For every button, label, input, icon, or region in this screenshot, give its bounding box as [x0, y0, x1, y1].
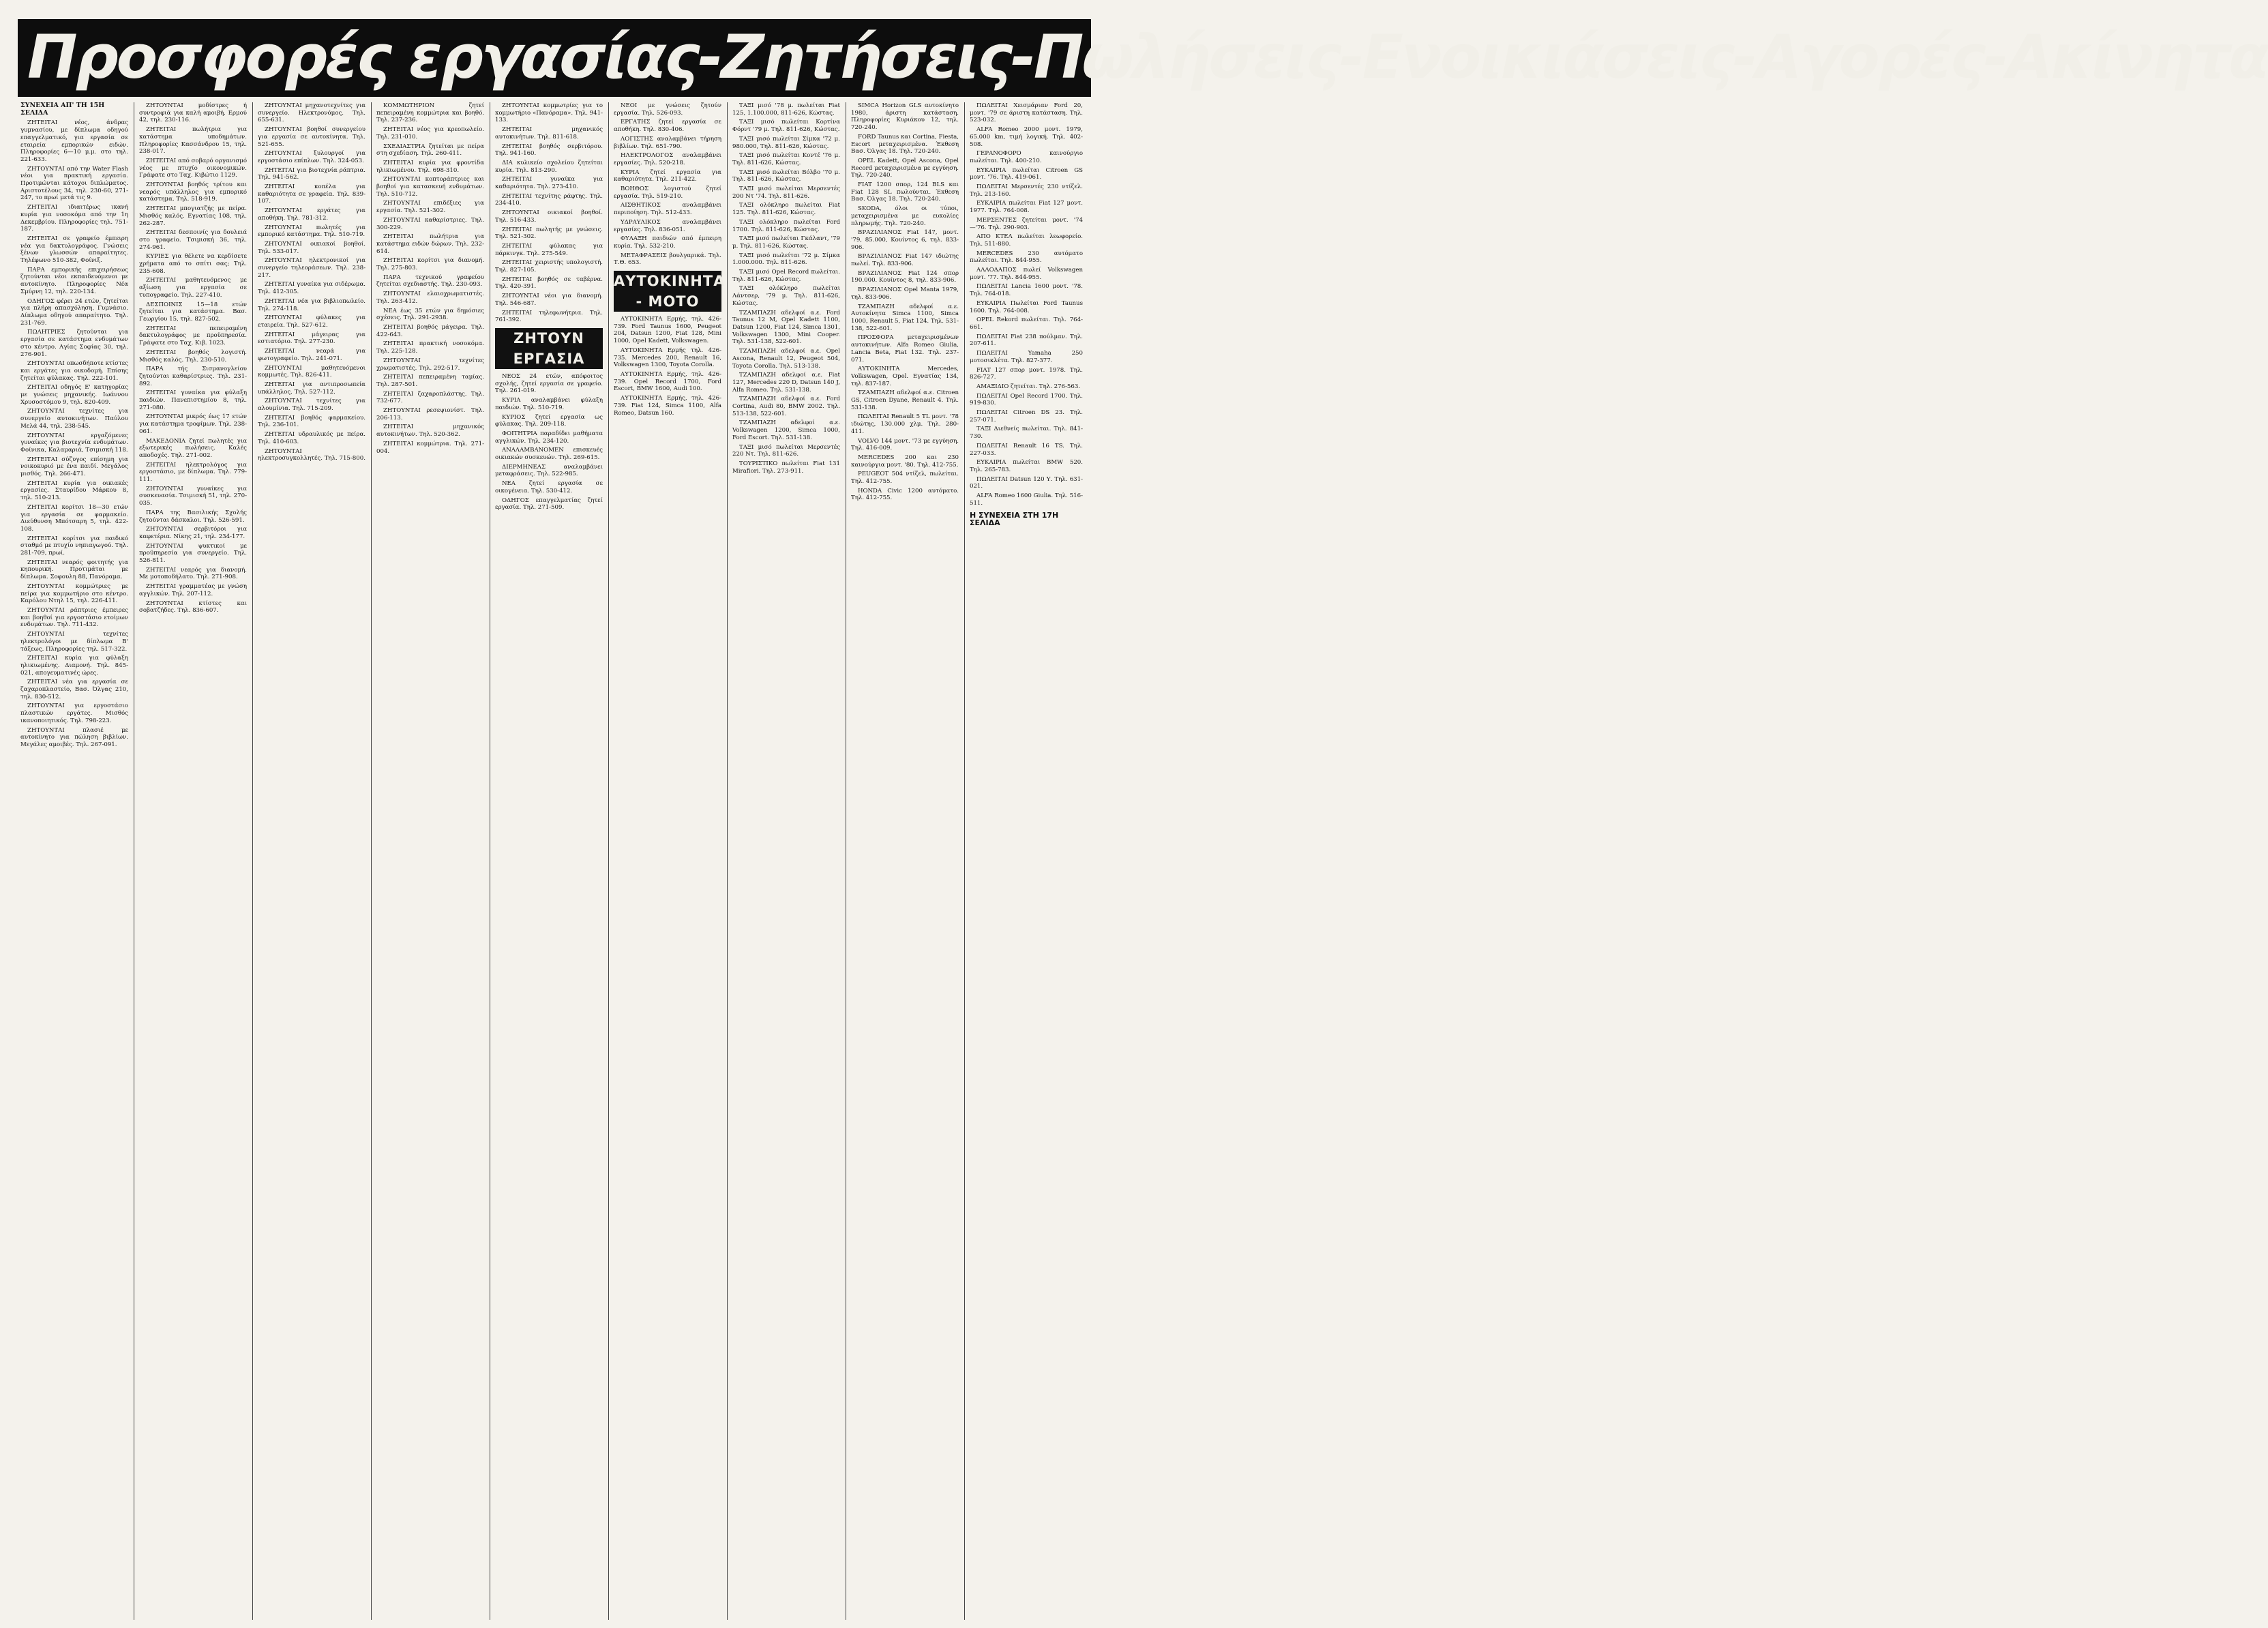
classified-ad: ΣΧΕΔΙΑΣΤΡΙΑ ζητείται με πείρα στη σχεδίαση. Τηλ. 260-411. — [376, 143, 484, 158]
column-rule — [252, 102, 253, 1620]
classified-ad: ΖΗΤΟΥΝΤΑΙ εργάτες για αποθήκη. Τηλ. 781-312. — [258, 207, 365, 222]
classified-ad: ΟΔΗΓΟΣ φέρει 24 ετών, ζητείται για πλήρη απασχόληση, Γυμνάσιο. Δίπλωμα οδηγού απαραίτητο. Τηλ. 231-769. — [20, 297, 128, 327]
classified-ad: ΜΕΡΣΕΝΤΕΣ ζητείται μοντ. '74—'76. Τηλ. 290-903. — [970, 216, 1083, 231]
classified-ad: ΖΗΤΟΥΝΤΑΙ μηχανοτεχνίτες για συνεργείο. Ηλεκτρονόμος. Τηλ. 655-631. — [258, 102, 365, 124]
classified-ad: ΖΗΤΕΙΤΑΙ βοηθός σερβιτόρου. Τηλ. 941-160. — [495, 143, 603, 158]
classified-ad: ΖΗΤΟΥΝΤΑΙ ηλεκτρονικοί για συνεργείο τηλεοράσεων. Τηλ. 238-217. — [258, 257, 365, 279]
classified-ad: ΖΗΤΕΙΤΑΙ γυναίκα για σιδέρωμα. Τηλ. 412-305. — [258, 281, 365, 296]
column-5 — [495, 102, 603, 1620]
classified-ad: ΥΔΡΑΥΛΙΚΟΣ αναλαμβάνει εργασίες. Τηλ. 836-051. — [614, 218, 721, 233]
classified-ad: SIMCA Horizon GLS αυτοκίνητο 1980, άριστη κατάσταση. Πληροφορίες Κυριάκου 12, τηλ. 720-240. — [851, 102, 959, 132]
classified-ad: ΖΗΤΕΙΤΑΙ βοηθός σε ταβέρνα. Τηλ. 420-391. — [495, 276, 603, 291]
classified-ad: ΖΗΤΟΥΝΤΑΙ τεχνίτες για αλουμίνια. Τηλ. 715-209. — [258, 398, 365, 413]
classified-ad: ΤΖΑΜΠΑΖΗ αδελφοί α.ε. Ford Cortina, Audi 80, BMW 2002. Τηλ. 513-138, 522-601. — [732, 396, 840, 417]
classified-ad: ΑΥΤΟΚΙΝΗΤΑ Ερμής, τηλ. 426-739. Ford Taunus 1600, Peugeot 204, Datsun 1200, Fiat 128, Mini 1000, Opel Kadett, Volkswagen. — [614, 316, 721, 345]
classified-ad: ΠΩΛΕΙΤΑΙ Renault 5 TL μοντ. '78 ιδιώτης, 130.000 χλμ. Τηλ. 280-411. — [851, 413, 959, 435]
classified-ad: ΖΗΤΕΙΤΑΙ κομμώτρια. Τηλ. 271-004. — [376, 440, 484, 455]
classified-ad: ΗΛΕΚΤΡΟΛΟΓΟΣ αναλαμβάνει εργασίες. Τηλ. 520-218. — [614, 152, 721, 166]
classified-ad: ΠΩΛΕΙΤΑΙ Opel Record 1700. Τηλ. 919-830. — [970, 392, 1083, 407]
classified-ad: ΖΗΤΟΥΝΤΑΙ οικιακοί βοηθοί. Τηλ. 516-433. — [495, 209, 603, 224]
continuation-heading: ΣΥΝΕΧΕΙΑ ΑΠ' ΤΗ 15Η ΣΕΛΙΔΑ — [20, 102, 105, 117]
classifieds-columns — [20, 102, 1091, 1623]
classified-ad: ΖΗΤΕΙΤΑΙ βοηθός φαρμακείου. Τηλ. 236-101. — [258, 414, 365, 429]
classified-ad: ΤΑΞΙ μισό πωλείται Βόλβο '70 μ. Τηλ. 811-626, Κώστας. — [732, 168, 840, 183]
classified-ad: ΖΗΤΟΥΝΤΑΙ τεχνίτες για συνεργείο αυτοκινήτων. Παύλου Μελά 44, τηλ. 238-545. — [20, 408, 128, 430]
classified-ad: ΝΕΑ ζητεί εργασία σε οικογένεια. Τηλ. 530-412. — [495, 480, 603, 494]
column-8 — [851, 102, 959, 1620]
classified-ad: ΖΗΤΕΙΤΑΙ δεσποινίς για δουλειά στο γραφείο. Τσιμισκή 36, τηλ. 274-961. — [139, 229, 247, 251]
classified-ad: ΖΗΤΕΙΤΑΙ κορίτσι 18—30 ετών για εργασία σε φαρμακείο. Διεύθυνση Μπότσαρη 5, τηλ. 422-108. — [20, 503, 128, 533]
classified-ad: ALFA Romeo 1600 Giulia. Τηλ. 516-511. — [970, 492, 1083, 507]
classified-ad: ΠΑΡΑ της Βασιλικής Σχολής ζητούνται δάσκαλοι. Τηλ. 526-591. — [139, 509, 247, 524]
classified-ad: ΕΥΚΑΙΡΙΑ Πωλείται Ford Taunus 1600. Τηλ. 764-008. — [970, 299, 1083, 314]
classified-ad: ΠΡΟΣΦΟΡΑ μεταχειρισμένων αυτοκινήτων. Alfa Romeo Giulia, Lancia Beta, Fiat 132. Τηλ. 237-071. — [851, 334, 959, 364]
classified-ad: ΤΑΞΙ μισό Opel Record πωλείται. Τηλ. 811-626, Κώστας. — [732, 269, 840, 283]
classified-ad: ΖΗΤΕΙΤΑΙ μηχανικός αυτοκινήτων. Τηλ. 811-618. — [495, 126, 603, 140]
classified-ad: ΚΥΡΙΑ αναλαμβάνει φύλαξη παιδιών. Τηλ. 510-719. — [495, 397, 603, 411]
classified-ad: ΖΗΤΟΥΝΤΑΙ γυναίκες για συσκευασία. Τσιμισκή 51, τηλ. 270-035. — [139, 485, 247, 507]
column-rule — [727, 102, 728, 1620]
classified-ad: ΚΥΡΙΑ ζητεί εργασία για καθαριότητα. Τηλ. 211-422. — [614, 168, 721, 183]
classified-ad: ΖΗΤΕΙΤΑΙ μηχανικός αυτοκινήτων. Τηλ. 520-362. — [376, 424, 484, 439]
classified-ad: ΤΑΞΙ μισό πωλείται Μερσεντές 200 Ντ '74. Τηλ. 811-626. — [732, 186, 840, 200]
classified-ad: ΕΥΚΑΙΡΙΑ πωλείται Fiat 127 μοντ. 1977. Τηλ. 764-008. — [970, 200, 1083, 215]
classified-ad: ΖΗΤΕΙΤΑΙ για βιοτεχνία ράπτρια. Τηλ. 941-562. — [258, 166, 365, 181]
classified-ad: ΖΗΤΕΙΤΑΙ γυναίκα για καθαριότητα. Τηλ. 273-410. — [495, 176, 603, 191]
classified-ad: ΤΖΑΜΠΑΖΗ αδελφοί α.ε. Fiat 127, Mercedes 220 D, Datsun 140 J, Alfa Romeo. Τηλ. 531-138. — [732, 372, 840, 394]
classified-ad: ΑΙΣΘΗΤΙΚΟΣ αναλαμβάνει περιποίηση. Τηλ. 512-433. — [614, 202, 721, 217]
classified-ad: ΤΑΞΙ μισό πωλείται Κορτίνα Φόρντ '79 μ. Τηλ. 811-626, Κώστας. — [732, 119, 840, 134]
classified-ad: ΚΥΡΙΟΣ ζητεί εργασία ως φύλακας. Τηλ. 209-118. — [495, 413, 603, 428]
column-7 — [732, 102, 840, 1620]
classified-ad: ΖΗΤΟΥΝΤΑΙ νέοι για διανομή. Τηλ. 546-687. — [495, 293, 603, 307]
classified-ad: ΠΩΛΕΙΤΑΙ Yamaha 250 μοτοσικλέτα. Τηλ. 827-377. — [970, 350, 1083, 364]
classified-ad: ΑΝΑΛΑΜΒΑΝΟΜΕΝ επισκευές οικιακών συσκευών. Τηλ. 269-615. — [495, 447, 603, 462]
classified-ad: ΝΕΟΙ με γνώσεις ζητούν εργασία. Τηλ. 526-093. — [614, 102, 721, 117]
classified-ad: ΖΗΤΕΙΤΑΙ χειριστής υπολογιστή. Τηλ. 827-105. — [495, 259, 603, 274]
classified-ad: ΖΗΤΕΙΤΑΙ μπογιατζής με πείρα. Μισθός καλός. Εγνατίας 108, τηλ. 262-287. — [139, 205, 247, 227]
classified-ad: ΖΗΤΕΙΤΑΙ κυρία για οικιακές εργασίες. Σταυρίδου Μάρκου 8, τηλ. 510-213. — [20, 479, 128, 502]
classified-ad: ΠΩΛΕΙΤΑΙ Μερσεντές 230 ντίζελ. Τηλ. 213-160. — [970, 183, 1083, 198]
classified-ad: ΒΡΑΖΙΛΙΑΝΟΣ Opel Manta 1979, τηλ. 833-906. — [851, 286, 959, 301]
classified-ad: ΖΗΤΟΥΝΤΑΙ επιδέξιες για εργασία. Τηλ. 521-302. — [376, 200, 484, 215]
classified-ad: ΠΩΛΕΙΤΑΙ Lancia 1600 μοντ. '78. Τηλ. 764-018. — [970, 283, 1083, 298]
classified-ad: ΖΗΤΕΙΤΑΙ πεπειραμένη ταμίας. Τηλ. 287-501. — [376, 374, 484, 388]
classified-ad: ΤΑΞΙ μισό πωλείται '72 μ. Σίμκα 1.000.000. Τηλ. 811-626. — [732, 252, 840, 267]
classified-ad: ΑΛΛΟΔΑΠΟΣ πωλεί Volkswagen μοντ. '77. Τηλ. 844-955. — [970, 267, 1083, 281]
classified-ad: ΠΩΛΕΙΤΑΙ Χεισμάριαν Ford 20, μοντ. '79 σε άριστη κατάσταση. Τηλ. 523-032. — [970, 102, 1083, 124]
classified-ad: MERCEDES 200 και 230 καινούργια μοντ. '80. Τηλ. 412-755. — [851, 454, 959, 469]
classified-ad: ΖΗΤΕΙΤΑΙ οδηγός Ε' κατηγορίας με γνώσεις μηχανικής. Ιωάννου Χρυσοστόμου 9, τηλ. 820-409. — [20, 384, 128, 406]
classified-ad: ΖΗΤΟΥΝΤΑΙ ρεσεψιονίστ. Τηλ. 206-113. — [376, 407, 484, 421]
section-banner — [18, 19, 2268, 97]
column-3 — [258, 102, 365, 1620]
classified-ad: ΖΗΤΕΙΤΑΙ νέος για κρεοπωλείο. Τηλ. 231-010. — [376, 126, 484, 140]
classified-ad: ΕΥΚΑΙΡΙΑ πωλείται BMW 520. Τηλ. 265-783. — [970, 459, 1083, 473]
classified-ad: ΖΗΤΟΥΝΤΑΙ πλασιέ με αυτοκίνητο για πώληση βιβλίων. Μεγάλες αμοιβές. Τηλ. 267-091. — [20, 726, 128, 748]
classified-ad: ΤΑΞΙ μισό '78 μ. πωλείται Fiat 125, 1.100.000, 811-626, Κώστας. — [732, 102, 840, 117]
classified-ad: ΖΗΤΟΥΝΤΑΙ ξυλουργοί για εργοστάσιο επίπλων. Τηλ. 324-053. — [258, 150, 365, 164]
classified-ad: ΖΗΤΟΥΝΤΑΙ βοηθός τρίτου και νεαρός υπάλληλος για εμπορικό κατάστημα. Τηλ. 518-919. — [139, 181, 247, 203]
classified-ad: ΖΗΤΟΥΝΤΑΙ ράπτριες έμπειρες και βοηθοί για εργοστάσιο ετοίμων ενδυμάτων. Τηλ. 711-432. — [20, 607, 128, 629]
classified-ad: ΤΑΞΙ μισό πωλείται Γκάλαντ, '79 μ. Τηλ. 811-626, Κώστας. — [732, 235, 840, 250]
classified-ad: ΖΗΤΟΥΝΤΑΙ μικρός έως 17 ετών για κατάστημα τροφίμων. Τηλ. 238-061. — [139, 413, 247, 435]
classified-ad: ΖΗΤΕΙΤΑΙ μαθητευόμενος με αξίωση για εργασία σε τυπογραφείο. Τηλ. 227-410. — [139, 277, 247, 299]
classified-ad: ΑΥΤΟΚΙΝΗΤΑ Ερμής, τηλ. 426-739. Opel Record 1700, Ford Escort, BMW 1600, Audi 100. — [614, 370, 721, 393]
classified-ad: ΖΗΤΟΥΝΤΑΙ ψυκτικοί με προϋπηρεσία για συνεργείο. Τηλ. 526-811. — [139, 542, 247, 565]
banner-title: Προσφορές εργασίας-Ζητήσεις-Πωλήσεις-Ενοικιάσεις-Αγορές-Ακίνητα — [27, 22, 2268, 92]
classified-ad: ΠΩΛΕΙΤΑΙ Datsun 120 Υ. Τηλ. 631-021. — [970, 475, 1083, 490]
classified-ad: ΖΗΤΕΙΤΑΙ από σοβαρό οργανισμό νέος με πτυχίο οικονομικών. Γράφατε στο Ταχ. Κιβώτιο 1129. — [139, 157, 247, 179]
classified-ad: ΖΗΤΟΥΝΤΑΙ καθαρίστριες. Τηλ. 300-229. — [376, 216, 484, 231]
classified-ad: ΠΩΛΕΙΤΑΙ Citroen DS 23. Τηλ. 257-071. — [970, 409, 1083, 424]
classified-ad: FORD Taunus και Cortina, Fiesta, Escort μεταχειρισμένα. Έκθεση Βασ. Όλγας 18. Τηλ. 720-240. — [851, 133, 959, 156]
column-9 — [970, 102, 1083, 1620]
classified-ad: ΤΑΞΙ μισό πωλείται Κοντέ '76 μ. Τηλ. 811-626, Κώστας. — [732, 152, 840, 166]
classified-ad: ΖΗΤΟΥΝΤΑΙ πωλητές για εμπορικό κατάστημα. Τηλ. 510-719. — [258, 224, 365, 239]
classified-ad: HONDA Civic 1200 αυτόματο. Τηλ. 412-755. — [851, 487, 959, 502]
classified-ad: ΖΗΤΕΙΤΑΙ πωλήτρια για κατάστημα ειδών δώρων. Τηλ. 232-614. — [376, 233, 484, 255]
classified-ad: ΒΡΑΖΙΛΙΑΝΟΣ Fiat 147, μοντ. '79, 85.000, Κουίντος 6, τηλ. 833-906. — [851, 229, 959, 251]
classified-ad: ΖΗΤΟΥΝΤΑΙ ηλεκτροσυγκολλητές. Τηλ. 715-800. — [258, 447, 365, 462]
classified-ad: ΖΗΤΕΙΤΑΙ για αντιπροσωπεία υπάλληλος. Τηλ. 527-112. — [258, 381, 365, 396]
classified-ad: ΖΗΤΟΥΝΤΑΙ βοηθοί συνεργείου για εργασία σε αυτοκίνητα. Τηλ. 521-655. — [258, 126, 365, 148]
classified-ad: ΖΗΤΟΥΝΤΑΙ φύλακες για εταιρεία. Τηλ. 527-612. — [258, 314, 365, 329]
classified-ad: ΑΜΑΞΙΔΙΟ ζητείται. Τηλ. 276-563. — [976, 383, 1081, 390]
classified-ad: ΦΥΛΑΞΗ παιδιών από έμπειρη κυρία. Τηλ. 532-210. — [614, 235, 721, 250]
classified-ad: ΔΙΕΡΜΗΝΕΑΣ αναλαμβάνει μεταφράσεις. Τηλ. 522-985. — [495, 463, 603, 478]
classified-ad: PEUGEOT 504 ντίζελ, πωλείται. Τηλ. 412-755. — [851, 471, 959, 486]
classified-ad: ΖΗΤΟΥΝΤΑΙ κομμωτρίες για το κομμωτήριο «Πανόραμα». Τηλ. 941-133. — [495, 102, 603, 124]
classified-ad: ΖΗΤΟΥΝΤΑΙ κτίστες και σοβατζήδες. Τηλ. 836-607. — [139, 600, 247, 615]
classified-ad: ΖΗΤΕΙΤΑΙ ιδιαιτέρως ικανή κυρία για νοσοκόμα από την 1η Δεκεμβρίου. Πληροφορίες τηλ. 751-187. — [20, 204, 128, 233]
classified-ad: ΖΗΤΕΙΤΑΙ πρακτική νοσοκόμα. Τηλ. 225-128. — [376, 340, 484, 355]
column-4 — [376, 102, 484, 1620]
classified-ad: ΤΑΞΙ μισό πωλείται Μερσεντές 220 Ντ. Τηλ. 811-626. — [732, 443, 840, 458]
classified-ad: ΑΥΤΟΚΙΝΗΤΑ Ερμής τηλ. 426-735. Mercedes 200, Renault 16, Volkswagen 1300, Toyota Corolla. — [614, 346, 721, 369]
classified-ad: ΖΗΤΕΙΤΑΙ τηλεφωνήτρια. Τηλ. 761-392. — [495, 309, 603, 324]
classified-ad: ΔΙΑ κυλικείο σχολείου ζητείται κυρία. Τηλ. 813-290. — [495, 159, 603, 174]
classified-ad: ΖΗΤΟΥΝΤΑΙ ελαιοχρωματιστές. Τηλ. 263-412. — [376, 291, 484, 305]
classified-ad: ΠΑΡΑ εμπορικής επιχειρήσεως ζητούνται νέοι εκπαιδευόμενοι με αυτοκίνητο. Πληροφορίες Νέα Σμύρνη 12, τηλ. 220-134. — [20, 266, 128, 295]
classified-ad: ΤΖΑΜΠΑΖΗ αδελφοί α.ε. Citroen GS, Citroen Dyane, Renault 4. Τηλ. 531-138. — [851, 389, 959, 411]
classified-ad: ΤΖΑΜΠΑΖΗ αδελφοί α.ε. Ford Taunus 12 Μ, Opel Kadett 1100, Datsun 1200, Fiat 124, Simca 1301, Volkswagen 1300, Mini Cooper. Τηλ. 531-138, 522-601. — [732, 309, 840, 346]
classified-ad: ΤΑΞΙ Διεθνείς πωλείται. Τηλ. 841-730. — [970, 426, 1083, 441]
classified-ad: ΠΩΛΕΙΤΑΙ Renault 16 TS. Τηλ. 227-033. — [970, 442, 1083, 457]
classified-ad: FIAT 1200 σπορ, 124 BLS και Fiat 128 SL πωλούνται. Έκθεση Βασ. Όλγας 18. Τηλ. 720-240. — [851, 181, 959, 203]
classified-ad: ΖΗΤΕΙΤΑΙ κυρία για φύλαξη ηλικιωμένης. Διαμονή. Τηλ. 845-021, απογευματινές ώρες. — [20, 655, 128, 677]
classified-ad: ΓΕΡΑΝΟΦΟΡΟ καινούργιο πωλείται. Τηλ. 400-210. — [970, 150, 1083, 164]
classified-ad: ΜΑΚΕΔΟΝΙΑ ζητεί πωλητές για εξωτερικές πωλήσεις. Καλές αποδοχές. Τηλ. 271-002. — [139, 437, 247, 459]
classified-ad: ΤΖΑΜΠΑΖΗ αδελφοί α.ε. Volkswagen 1200, Simca 1000, Ford Escort. Τηλ. 531-138. — [732, 419, 840, 441]
column-rule — [964, 102, 965, 1620]
classified-ad: ΤΖΑΜΠΑΖΗ αδελφοί α.ε. Opel Ascona, Renault 12, Peugeot 504, Toyota Corolla. Τηλ. 513-138. — [732, 348, 840, 370]
classified-ad: ΖΗΤΟΥΝΤΑΙ οικιακοί βοηθοί. Τηλ. 533-017. — [258, 240, 365, 255]
classified-ad: ΖΗΤΕΙΤΑΙ κοπέλα για καθαριότητα σε γραφεία. Τηλ. 839-107. — [258, 183, 365, 205]
classified-ad: ΖΗΤΟΥΝΤΑΙ κομμώτριες με πείρα για κομμωτήριο στο κέντρο. Καρόλου Ντηλ 15, τηλ. 226-411. — [20, 582, 128, 605]
classified-ad: ΛΟΓΙΣΤΗΣ αναλαμβάνει τήρηση βιβλίων. Τηλ. 651-790. — [614, 135, 721, 150]
classified-ad: ΖΗΤΕΙΤΑΙ γραμματέας με γνώση αγγλικών. Τηλ. 207-112. — [139, 583, 247, 597]
classified-ad: ΖΗΤΕΙΤΑΙ ηλεκτρολόγος για εργοστάσιο, με δίπλωμα. Τηλ. 779-111. — [139, 461, 247, 484]
classified-ad: ΖΗΤΟΥΝΤΑΙ οπωσδήποτε κτίστες και εργάτες για οικοδομή. Επίσης ζητείται φύλακας. Τηλ. 222-101. — [20, 360, 128, 382]
classified-ad: ΖΗΤΕΙΤΑΙ νέα για εργασία σε ζαχαροπλαστείο, Βασ. Όλγας 210, τηλ. 830-512. — [20, 679, 128, 700]
classified-ad: ΖΗΤΕΙΤΑΙ σε γραφείο έμπειρη νέα για δακτυλογράφος. Γνώσεις ξένων γλωσσών απαραίτητες. Τηλέφωνο 510-382, Φοίνιξ. — [20, 235, 128, 265]
classified-ad: ΑΥΤΟΚΙΝΗΤΑ Ερμής, τηλ. 426-739. Fiat 124, Simca 1100, Alfa Romeo, Datsun 160. — [614, 395, 721, 417]
classified-ad: ΒΡΑΖΙΛΙΑΝΟΣ Fiat 124 σπορ 190.000. Κουίντος 8, τηλ. 833-906. — [851, 269, 959, 284]
classified-ad: ΖΗΤΕΙΤΑΙ ζαχαροπλάστης. Τηλ. 732-677. — [376, 390, 484, 405]
classified-ad: ΕΥΚΑΙΡΙΑ πωλείται Citroen GS μοντ. '76. Τηλ. 419-061. — [970, 166, 1083, 181]
classified-ad: ΖΗΤΕΙΤΑΙ πωλήτρια για κατάστημα υποδημάτων. Πληροφορίες Κασσάνδρου 15, τηλ. 238-017. — [139, 126, 247, 156]
classified-ad: ΑΥΤΟΚΙΝΗΤΑ Mercedes, Volkswagen, Opel. Εγνατίας 134, τηλ. 837-187. — [851, 366, 959, 387]
classified-ad: ΖΗΤΟΥΝΤΑΙ μαθητευόμενοι κομμωτές. Τηλ. 826-411. — [258, 364, 365, 379]
classified-ad: ΜΕΤΑΦΡΑΣΕΙΣ βουλγαρικά. Τηλ. Τ.Θ. 653. — [614, 252, 721, 267]
column-rule — [371, 102, 372, 1620]
classified-ad: ΖΗΤΕΙΤΑΙ νέος, άνδρας γυμνασίου, με δίπλωμα οδηγού επαγγελματικό, για εργασία σε εταιρεία εμπορικών ειδών. Πληροφορίες 6—10 μ.μ. στο τηλ. 221-633. — [20, 119, 128, 163]
column-6 — [614, 102, 726, 1620]
column-rule — [608, 102, 609, 1620]
classified-ad: ΔΕΣΠΟΙΝΙΣ 15—18 ετών ζητείται για κατάστημα. Βασ. Γεωργίου 15, τηλ. 827-502. — [139, 301, 247, 323]
classified-ad: ΖΗΤΕΙΤΑΙ μάγειρας για εστιατόριο. Τηλ. 277-230. — [258, 331, 365, 346]
classified-ad: VOLVO 144 μοντ. '73 με εγγύηση. Τηλ. 416-009. — [851, 437, 959, 452]
classified-ad: ΖΗΤΕΙΤΑΙ βοηθός μάγειρα. Τηλ. 422-643. — [376, 323, 484, 338]
classified-ad: ΤΟΥΡΙΣΤΙΚΟ πωλείται Fiat 131 Mirafiori. Τηλ. 273-911. — [732, 460, 840, 475]
classified-ad: ΝΕΟΣ 24 ετών, απόφοιτος σχολής, ζητεί εργασία σε γραφείο. Τηλ. 261-019. — [495, 372, 603, 395]
section-header-seeking-work: ΖΗΤΟΥΝ ΕΡΓΑΣΙΑ — [495, 328, 603, 369]
classified-ad: OPEL Rekord πωλείται. Τηλ. 764-661. — [970, 316, 1083, 331]
classified-ad: ΒΡΑΖΙΛΙΑΝΟΣ Fiat 147 ιδιώτης πωλεί. Τηλ. 833-906. — [851, 253, 959, 268]
column-1 — [20, 102, 128, 1620]
section-header-cars-moto: ΑΥΤΟΚΙΝΗΤΑ - ΜΟΤΟ — [614, 271, 721, 312]
column-2 — [139, 102, 247, 1620]
classified-ad: ΕΡΓΑΤΗΣ ζητεί εργασία σε αποθήκη. Τηλ. 830-406. — [614, 119, 721, 134]
classified-ad: ΖΗΤΕΙΤΑΙ πεπειραμένη δακτυλογράφος με προϋπηρεσία. Γράψατε στο Ταχ. Κιβ. 1023. — [139, 325, 247, 347]
classified-ad: ΖΗΤΕΙΤΑΙ πωλητής με γνώσεις. Τηλ. 521-302. — [495, 226, 603, 241]
classified-ad: ΖΗΤΕΙΤΑΙ γυναίκα για φύλαξη παιδιών. Πανεπιστημίου 8, τηλ. 271-080. — [139, 389, 247, 411]
classified-ad: ALFA Romeo 2000 μοντ. 1979, 65.000 km, τιμή λογική. Τηλ. 402-508. — [970, 126, 1083, 148]
classified-ad: ΤΖΑΜΠΑΖΗ αδελφοί α.ε. Αυτοκίνητα Simca 1100, Simca 1000, Renault 5, Fiat 124. Τηλ. 531-138, 522-601. — [851, 303, 959, 332]
classified-ad: ΖΗΤΟΥΝΤΑΙ μοδίστρες ή συντροφιά για καλή αμοιβή. Ερμού 42, τηλ. 230-116. — [139, 102, 247, 124]
classified-ad: OPEL Kadett, Opel Ascona, Opel Record μεταχειρισμένα με εγγύηση. Τηλ. 720-240. — [851, 157, 959, 179]
classified-ad: FIAT 127 σπορ μοντ. 1978. Τηλ. 826-727. — [970, 366, 1083, 381]
continued-on-page-17: Η ΣΥΝΕΧΕΙΑ ΣΤΗ 17Η ΣΕΛΙΔΑ — [970, 511, 1059, 528]
classified-ad: ΚΟΜΜΩΤΗΡΙΟΝ ζητεί πεπειραμένη κομμώτρια και βοηθό. Τηλ. 237-236. — [376, 102, 484, 124]
classified-ad: ΤΑΞΙ ολόκληρο πωλείται Fiat 125. Τηλ. 811-626, Κώστας. — [732, 202, 840, 217]
classified-ad: ΒΟΗΘΟΣ λογιστού ζητεί εργασία. Τηλ. 519-210. — [614, 186, 721, 200]
classified-ad: ΖΗΤΕΙΤΑΙ φύλακας για πάρκινγκ. Τηλ. 275-549. — [495, 242, 603, 257]
classified-ad: MERCEDES 230 αυτόματο πωλείται. Τηλ. 844-955. — [970, 250, 1083, 265]
classified-ad: ΖΗΤΟΥΝΤΑΙ τεχνίτες χρωματιστές. Τηλ. 292-517. — [376, 357, 484, 372]
classified-ad: ΖΗΤΟΥΝΤΑΙ κοπτοράπτριες και βοηθοί για κατασκευή ενδυμάτων. Τηλ. 510-712. — [376, 176, 484, 198]
classified-ad: ΟΔΗΓΟΣ επαγγελματίας ζητεί εργασία. Τηλ. 271-509. — [495, 497, 603, 512]
classified-ad: ΖΗΤΟΥΝΤΑΙ εργαζόμενες γυναίκες για βιοτεχνία ενδυμάτων. Φοίνικα, Καλαμαριά, Τσιμισκή 118. — [20, 432, 128, 454]
classified-ad: ΤΑΞΙ μισό πωλείται Σίμκα '72 μ. 980.000, Τηλ. 811-626, Κώστας. — [732, 135, 840, 150]
classified-ad: ΖΗΤΕΙΤΑΙ νέα για βιβλιοπωλείο. Τηλ. 274-118. — [258, 297, 365, 312]
classified-ad: ΖΗΤΟΥΝΤΑΙ σερβιτόροι για καφετέρια. Νίκης 21, τηλ. 234-177. — [139, 526, 247, 540]
classified-ad: ΖΗΤΟΥΝΤΑΙ από την Water Flash νέοι για πρακτική εργασία. Προτιμώνται κάτοχοι διπλώματος. Αριστοτέλους 34, τηλ. 230-60, 271-247, το πρωί μετά τις 9. — [20, 165, 128, 202]
classified-ad: ΖΗΤΕΙΤΑΙ νεαρός για διανομή. Με μοτοποδήλατο. Τηλ. 271-908. — [139, 566, 247, 581]
classified-ad: SKODA, όλοι οι τύποι, μεταχειρισμένα με ευκολίες πληρωμής. Τηλ. 720-240. — [851, 205, 959, 227]
classified-ad: ΝΕΑ έως 35 ετών για δημόσιες σχέσεις. Τηλ. 291-2938. — [376, 307, 484, 322]
classified-ad: ΖΗΤΟΥΝΤΑΙ για εργοστάσιο πλαστικών εργάτες. Μισθός ικανοποιητικός. Τηλ. 798-223. — [20, 702, 128, 724]
classified-ad: ΖΗΤΕΙΤΑΙ σύζυγος επίσημη για νοικοκυριό με ένα παιδί. Μεγάλος μισθός. Τηλ. 266-471. — [20, 456, 128, 478]
classified-ad: ΤΑΞΙ ολόκληρο πωλείται Ford 1700. Τηλ. 811-626, Κώστας. — [732, 218, 840, 233]
classified-ad: ΦΟΙΤΗΤΡΙΑ παραδίδει μαθήματα αγγλικών. Τηλ. 234-120. — [495, 430, 603, 445]
classified-ad: ΠΩΛΕΙΤΑΙ Fiat 238 πούλμαν. Τηλ. 207-611. — [970, 333, 1083, 348]
classified-ad: ΖΗΤΕΙΤΑΙ νεαρός φοιτητής για κηπουρική. Προτιμάται με δίπλωμα. Σοφουλη 88, Πανόραμα. — [20, 559, 128, 581]
classified-ad: ΠΩΛΗΤΡΙΕΣ ζητούνται για εργασία σε κατάστημα ενδυμάτων στο κέντρο. Αγίας Σοφίας 30, τηλ. 276-901. — [20, 329, 128, 358]
classified-ad: ΖΗΤΕΙΤΑΙ τεχνίτης ράφτης. Τηλ. 234-410. — [495, 192, 603, 207]
classified-ad: ΖΗΤΕΙΤΑΙ βοηθός λογιστή. Μισθός καλός. Τηλ. 230-510. — [139, 349, 247, 364]
classified-ad: ΖΗΤΕΙΤΑΙ κορίτσι για παιδικό σταθμό με πτυχίο νηπιαγωγού. Τηλ. 281-709, πρωί. — [20, 535, 128, 557]
classified-ad: ΠΑΡΑ τεχνικού γραφείου ζητείται σχεδιαστής. Τηλ. 230-093. — [376, 273, 484, 288]
classified-ad: ΚΥΡΙΕΣ για θέλετε να κερδίσετε χρήματα από το σπίτι σας; Τηλ. 235-608. — [139, 253, 247, 275]
classified-ad: ΖΗΤΕΙΤΑΙ υδραυλικός με πείρα. Τηλ. 410-603. — [258, 431, 365, 445]
classified-ad: ΑΠΟ ΚΤΕΛ πωλείται λεωφορείο. Τηλ. 511-880. — [970, 233, 1083, 248]
classified-ad: ΠΑΡΑ τής Σισμανογλείου ζητούνται καθαρίστριες. Τηλ. 231-892. — [139, 366, 247, 387]
classified-ad: ΖΗΤΕΙΤΑΙ κυρία για φροντίδα ηλικιωμένου. Τηλ. 698-310. — [376, 159, 484, 174]
classified-ad: ΤΑΞΙ ολόκληρο πωλείται Λάντσερ, '79 μ. Τηλ. 811-626, Κώστας. — [732, 285, 840, 307]
classified-ad: ΖΗΤΟΥΝΤΑΙ τεχνίτες ηλεκτρολόγοι με δίπλωμα Β' τάξεως. Πληροφορίες τηλ. 517-322. — [20, 631, 128, 653]
classified-ad: ΖΗΤΕΙΤΑΙ κορίτσι για διανομή. Τηλ. 275-803. — [376, 257, 484, 272]
classified-ad: ΖΗΤΕΙΤΑΙ νεαρά για φωτογραφείο. Τηλ. 241-071. — [258, 348, 365, 362]
